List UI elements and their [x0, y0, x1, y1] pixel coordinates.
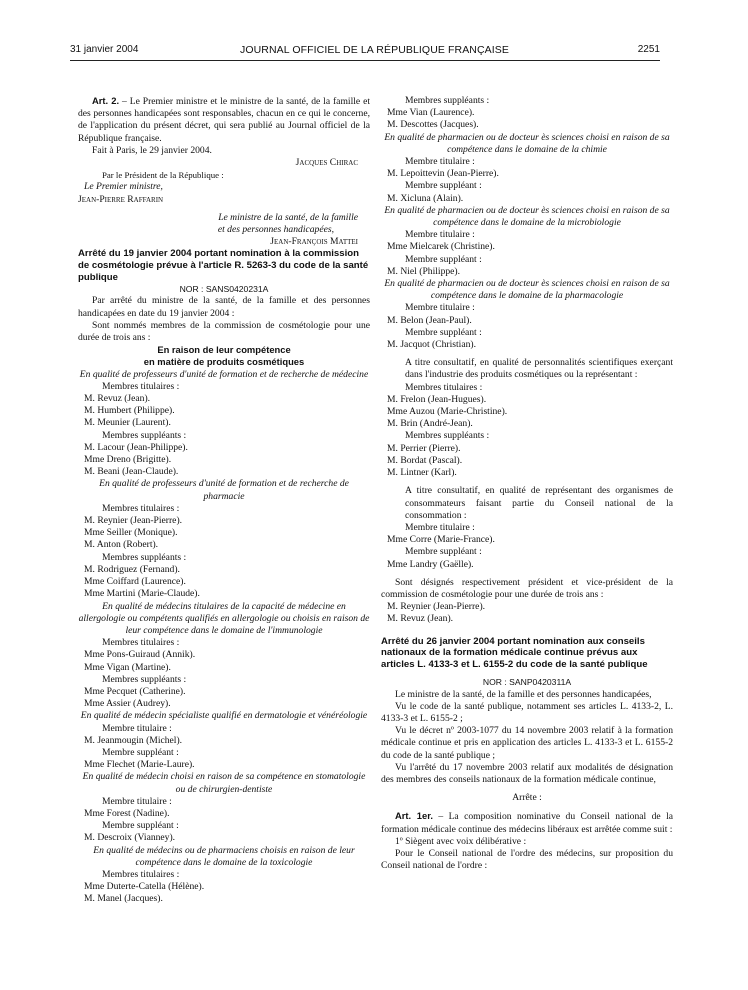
arrete-1-nor: NOR : SANS0420231A	[179, 284, 269, 295]
section-title: En qualité de pharmacien ou de docteur ès sciences choisi en raison de sa compétence dans le domaine de la chimie	[384, 131, 670, 155]
member-name: M. Lintner (Karl).	[387, 467, 457, 479]
member-name: Mme Pons-Guiraud (Annik).	[84, 649, 196, 661]
member-name: M. Descottes (Jacques).	[387, 119, 479, 131]
member-role: Membres titulaires :	[102, 380, 180, 392]
signature-mattei: Jean-François Mattei	[270, 236, 358, 248]
article-1-label: Art. 1er.	[395, 810, 433, 822]
ministre-sante-line2: et des personnes handicapées,	[217, 224, 334, 236]
member-role: Membre titulaire :	[405, 302, 475, 314]
section-title: En qualité de médecins titulaires de la capacité de médecine en allergologie ou compétents qualifiés en allergologie ou choisis en raison de leur compétence dans le domaine de l'immunologie	[78, 600, 370, 636]
member-role: Membre suppléant :	[405, 326, 482, 338]
member-name: M. Xicluna (Alain).	[387, 192, 464, 204]
member-role: Membres suppléants :	[102, 429, 187, 441]
arrete-word: Arrête :	[512, 792, 542, 804]
member-role: Membres suppléants :	[405, 430, 490, 442]
consultative-2-groups	[381, 522, 673, 571]
member-name: Mme Mielcarek (Christine).	[387, 241, 495, 253]
arrete-2-paragraph: Vu l'arrêté du 17 novembre 2003 relatif aux modalités de désignation des membres des conseils nationaux de la formation médicale continue,	[381, 761, 673, 785]
member-name: M. Bordat (Pascal).	[387, 454, 463, 466]
member-name: M. Revuz (Jean).	[387, 613, 454, 625]
arrete-1-para-1: Par arrêté du ministre de la santé, de la famille et des personnes handicapées en date du 19 janvier 2004 :	[78, 295, 370, 319]
member-name: Mme Duterte-Catella (Hélène).	[84, 881, 205, 893]
siegent-line: 1º Siègent avec voix délibérative :	[395, 835, 527, 847]
article-2-label: Art. 2.	[92, 95, 120, 106]
member-role: Membre suppléant :	[102, 820, 179, 832]
committee-section	[78, 601, 370, 711]
header-date: 31 janvier 2004	[70, 44, 139, 55]
premier-ministre: Le Premier ministre,	[84, 181, 163, 193]
committee-section	[381, 205, 673, 278]
consultative-2: A titre consultatif, en qualité de représentant des organismes de consommateurs faisant partie du Conseil national de la consommation :	[405, 485, 673, 521]
member-name: M. Humbert (Philippe).	[84, 405, 175, 417]
committee-section	[78, 771, 370, 844]
header-rule	[70, 60, 660, 61]
member-name: M. Meunier (Laurent).	[84, 417, 171, 429]
member-name: Mme Pecquet (Catherine).	[84, 685, 186, 697]
continued-role: Membres suppléants :	[405, 95, 490, 106]
member-role: Membre titulaire :	[102, 795, 172, 807]
consultative-1-groups	[381, 382, 673, 480]
designes-president: Sont désignés respectivement président et vice-président de la commission de cosmétologie pour une durée de trois ans :	[381, 576, 673, 600]
pour-le-conseil: Pour le Conseil national de l'ordre des médecins, sur proposition du Conseil national de l'ordre :	[381, 847, 673, 872]
section-title: En qualité de médecins ou de pharmaciens choisis en raison de leur compétence dans le domaine de la toxicologie	[93, 844, 355, 868]
right-sections	[381, 132, 673, 352]
member-name: M. Reynier (Jean-Pierre).	[387, 601, 486, 613]
committee-section	[78, 710, 370, 771]
committee-section	[381, 278, 673, 351]
header-page-number: 2251	[637, 44, 660, 55]
fait-a-paris: Fait à Paris, le 29 janvier 2004.	[92, 144, 212, 156]
article-2-text: – Le Premier ministre et le ministre de la santé, de la famille et des personnes handicapées sont responsables, chacun en ce qui le concerne, de l'application du présent décret, qui sera publié au Journal officiel de la République française.	[78, 96, 370, 144]
member-name: M. Descroix (Vianney).	[84, 832, 176, 844]
member-name: Mme Landry (Gaëlle).	[387, 558, 474, 570]
header-journal-title: JOURNAL OFFICIEL DE LA RÉPUBLIQUE FRANÇAISE	[240, 44, 509, 56]
member-name: Mme Assier (Audrey).	[84, 698, 171, 710]
arrete-2-title: Arrêté du 26 janvier 2004 portant nomination aux conseils nationaux de la formation médicale continue prévus aux articles L. 4133-3 et L. 6155-2 du code de la santé publique	[381, 635, 648, 670]
member-role: Membres suppléants :	[102, 551, 187, 563]
arrete-1-title: Arrêté du 19 janvier 2004 portant nomination à la commission de cosmétologie prévue à l'article R. 5263-3 du code de la santé publique	[78, 248, 369, 283]
consultative-1: A titre consultatif, en qualité de personnalités scientifiques exerçant dans l'industrie des produits cosmétiques ou la représentant :	[405, 357, 673, 381]
member-name: M. Reynier (Jean-Pierre).	[84, 515, 183, 527]
member-name: M. Manel (Jacques).	[84, 893, 163, 905]
member-role: Membre suppléant :	[102, 746, 179, 758]
article-1-text: – La composition nominative du Conseil national de la formation médicale continue des médecins libéraux est arrêtée comme suit :	[381, 811, 673, 835]
member-name: Mme Seiller (Monique).	[84, 527, 178, 539]
member-name: M. Niel (Philippe).	[387, 265, 461, 277]
designes-members	[381, 601, 673, 625]
member-name: Mme Vian (Laurence).	[387, 107, 475, 119]
member-role: Membres titulaires :	[102, 637, 180, 649]
member-role: Membre titulaire :	[405, 229, 475, 241]
member-name: M. Brin (André-Jean).	[387, 418, 473, 430]
member-name: Mme Coiffard (Laurence).	[84, 576, 186, 588]
member-name: Mme Vigan (Martine).	[84, 661, 171, 673]
section-title: En qualité de médecin spécialiste qualifié en dermatologie et vénéréologie	[80, 710, 368, 722]
member-name: M. Rodriguez (Fernand).	[84, 563, 180, 575]
section-title: En qualité de pharmacien ou de docteur ès sciences choisi en raison de sa compétence dans le domaine de la pharmacologie	[384, 278, 670, 302]
article-2	[78, 95, 370, 145]
member-name: Mme Forest (Nadine).	[84, 807, 170, 819]
signature-chirac: Jacques Chirac	[295, 157, 358, 169]
member-name: Mme Flechet (Marie-Laure).	[84, 759, 195, 771]
section-heading-line1: En raison de leur compétence	[157, 344, 291, 356]
member-role: Membre titulaire :	[405, 521, 475, 533]
member-role: Membre suppléant :	[405, 180, 482, 192]
member-role: Membres titulaires :	[405, 381, 483, 393]
member-name: M. Perrier (Pierre).	[387, 442, 461, 454]
arrete-2-paragraphs	[381, 689, 673, 787]
member-role: Membres suppléants :	[102, 673, 187, 685]
member-name: M. Lacour (Jean-Philippe).	[84, 441, 188, 453]
member-name: Mme Corre (Marie-France).	[387, 534, 495, 546]
member-name: Mme Auzou (Marie-Christine).	[387, 406, 508, 418]
committee-section	[78, 845, 370, 906]
section-title: En qualité de professeurs d'unité de formation et de recherche de pharmacie	[99, 478, 349, 502]
member-role: Membre titulaire :	[405, 156, 475, 168]
section-title: En qualité de médecin choisi en raison de sa compétence en stomatologie ou de chirurgien-dentiste	[82, 771, 366, 795]
section-title: En qualité de pharmacien ou de docteur ès sciences choisi en raison de sa compétence dans le domaine de la microbiologie	[384, 204, 670, 229]
right-column	[381, 95, 673, 872]
arrete-2-paragraph: Le ministre de la santé, de la famille et des personnes handicapées,	[395, 688, 652, 700]
member-name: Mme Dreno (Brigitte).	[84, 454, 172, 466]
member-role: Membre suppléant :	[405, 546, 482, 558]
committee-section	[381, 132, 673, 205]
spacer	[381, 626, 673, 636]
member-name: M. Frelon (Jean-Hugues).	[387, 393, 487, 405]
continued-members	[381, 107, 673, 131]
arrete-2-nor: NOR : SANP0420311A	[482, 677, 572, 688]
left-column	[78, 95, 370, 906]
section-title: En qualité de professeurs d'unité de formation et de recherche de médecine	[79, 368, 369, 380]
member-role: Membre titulaire :	[102, 722, 172, 734]
member-name: M. Belon (Jean-Paul).	[387, 314, 472, 326]
member-name: M. Jacquot (Christian).	[387, 339, 476, 351]
left-sections	[78, 369, 370, 906]
article-1	[381, 810, 673, 835]
committee-section	[78, 369, 370, 479]
member-role: Membres titulaires :	[102, 868, 180, 880]
member-name: M. Beani (Jean-Claude).	[84, 466, 179, 478]
arrete-1-para-2: Sont nommés membres de la commission de cosmétologie pour une durée de trois ans :	[78, 319, 370, 344]
ministre-sante-line1: Le ministre de la santé, de la famille	[218, 211, 358, 223]
section-heading-line2: en matière de produits cosmétiques	[143, 356, 305, 368]
par-le-president: Par le Président de la République :	[102, 170, 224, 181]
member-role: Membre suppléant :	[405, 253, 482, 265]
member-name: M. Lepoittevin (Jean-Pierre).	[387, 168, 499, 180]
member-name: M. Revuz (Jean).	[84, 393, 151, 405]
member-role: Membres titulaires :	[102, 502, 180, 514]
arrete-2-paragraph: Vu le décret nº 2003-1077 du 14 novembre 2003 relatif à la formation médicale continue et pris en application des articles L. 4133-3 et L. 6155-2 du code de la santé publique ;	[381, 725, 673, 761]
committee-section	[78, 478, 370, 600]
member-name: Mme Martini (Marie-Claude).	[84, 588, 200, 600]
member-name: M. Jeanmougin (Michel).	[84, 734, 183, 746]
signature-raffarin: Jean-Pierre Raffarin	[78, 193, 164, 205]
member-name: M. Anton (Robert).	[84, 539, 159, 551]
section-heading	[78, 344, 370, 368]
arrete-2-paragraph: Vu le code de la santé publique, notamment ses articles L. 4133-2, L. 4133-3 et L. 6155-2 ;	[381, 700, 673, 724]
